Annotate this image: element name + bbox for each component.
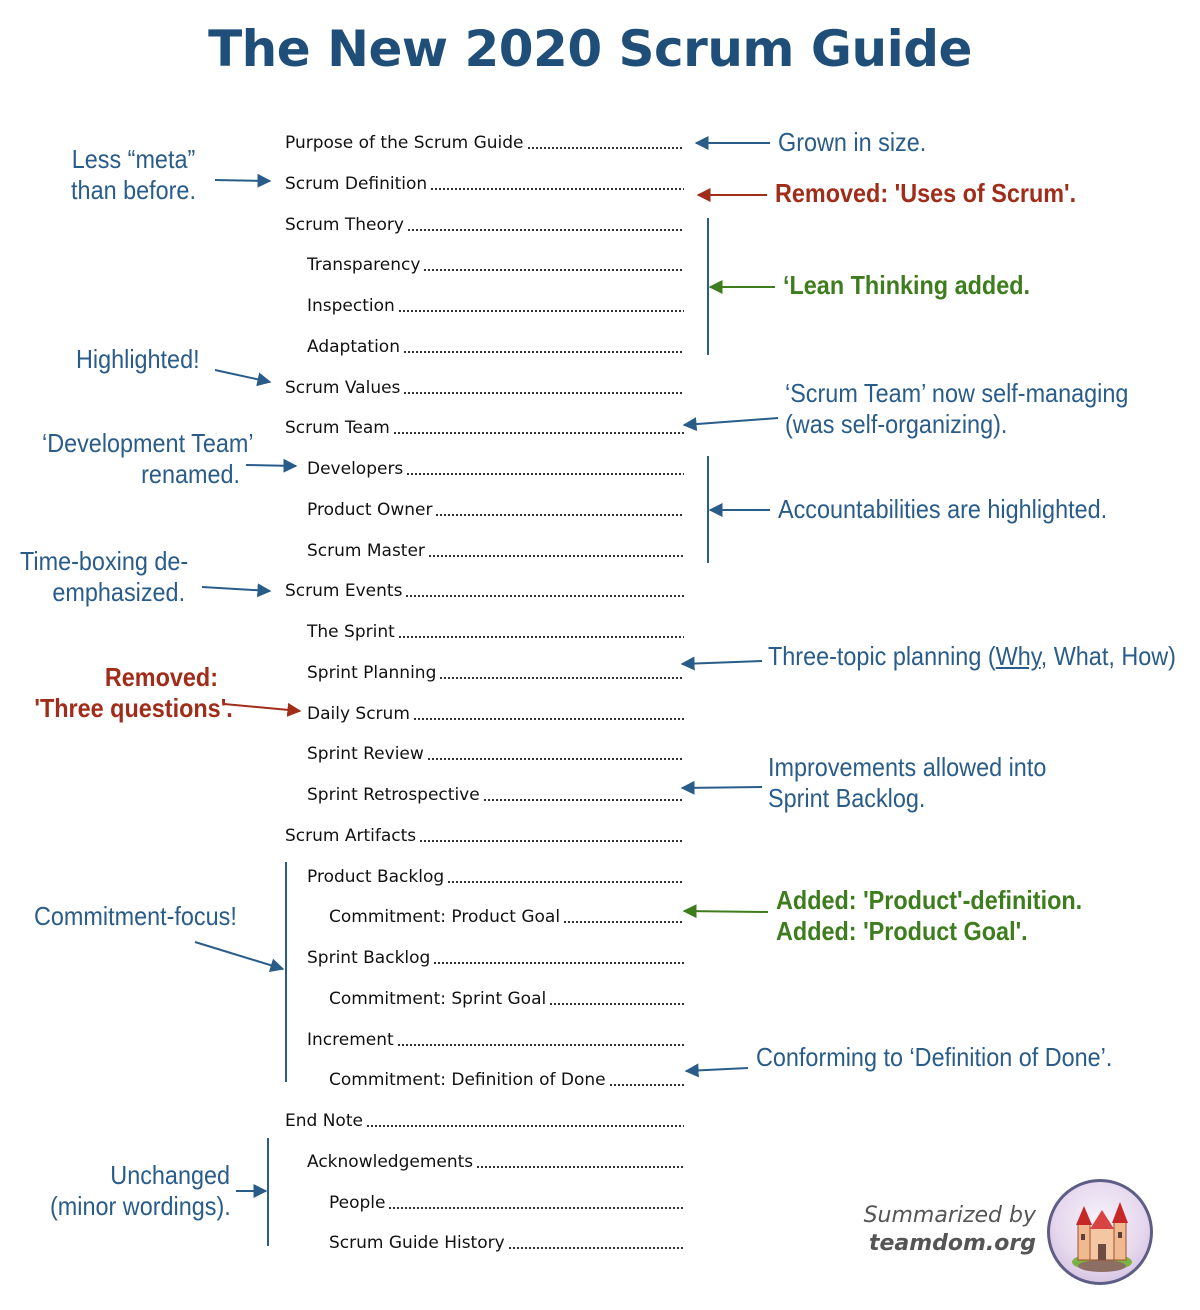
arrow-three-questions <box>224 704 300 711</box>
toc-entry-label: Purpose of the Scrum Guide <box>285 133 524 153</box>
note-development-team-line2: renamed. <box>141 459 240 489</box>
arrow-self-managing <box>684 418 778 425</box>
toc-entry-label: Commitment: Product Goal <box>329 907 561 927</box>
arrow-dev-team <box>246 465 296 466</box>
toc-entry-label: Daily Scrum <box>307 704 410 724</box>
arrow-added-product <box>684 911 768 912</box>
note-improvements-line2: Sprint Backlog. <box>768 783 926 813</box>
note-grown: Grown in size. <box>778 127 927 157</box>
arrow-highlighted <box>215 370 270 382</box>
arrow-improvements <box>682 787 762 788</box>
toc-entry-label: Developers <box>307 459 404 479</box>
toc-entry-label: Sprint Planning <box>307 663 437 683</box>
note-development-team-line1: ‘Development Team’ <box>42 428 254 458</box>
castle-logo <box>1047 1179 1153 1285</box>
castle-icon <box>1050 1182 1150 1282</box>
toc-entry-label: Adaptation <box>307 337 400 357</box>
toc-entry-label: Commitment: Sprint Goal <box>329 989 547 1009</box>
note-timeboxing-line2: emphasized. <box>52 577 186 607</box>
note-planning-suffix: , What, How) <box>1040 641 1176 671</box>
toc-entry-label: Scrum Values <box>285 378 401 398</box>
note-accountabilities: Accountabilities are highlighted. <box>778 494 1108 524</box>
note-less-meta-line2: than before. <box>71 175 196 205</box>
toc-entry-label: Commitment: Definition of Done <box>329 1070 606 1090</box>
toc-entry-label: The Sprint <box>307 622 395 642</box>
note-three-questions: 'Three questions'. <box>34 693 233 723</box>
note-unchanged-line2: (minor wordings). <box>50 1191 231 1221</box>
arrow-timeboxing <box>202 587 270 591</box>
toc-entry-label: Scrum Master <box>307 541 425 561</box>
credit <box>860 1202 1036 1258</box>
toc-entry-label: Sprint Retrospective <box>307 785 480 805</box>
arrow-planning <box>682 661 762 664</box>
note-removed-label: Removed: <box>104 662 218 692</box>
toc-entry-label: Sprint Backlog <box>307 948 431 968</box>
arrow-commitment <box>195 942 283 969</box>
toc-entry-label: Acknowledgements <box>307 1152 474 1172</box>
note-lean-thinking: ‘Lean Thinking added. <box>783 270 1031 300</box>
toc-entry-label: People <box>329 1193 386 1213</box>
toc-entry-label: Inspection <box>307 296 395 316</box>
arrow-less-meta <box>215 180 270 181</box>
toc-entry-label: Product Backlog <box>307 867 445 887</box>
credit-line1: Summarized by <box>863 1203 1036 1228</box>
toc-entry-label: Scrum Events <box>285 581 403 601</box>
arrow-conforming <box>686 1068 748 1071</box>
toc-entry-label: Transparency <box>307 255 421 275</box>
note-conforming: Conforming to ‘Definition of Done’. <box>756 1042 1113 1072</box>
note-unchanged-line1: Unchanged <box>110 1160 230 1190</box>
note-self-managing-line1: ‘Scrum Team’ now self-managing <box>785 378 1129 408</box>
note-highlighted: Highlighted! <box>76 344 200 374</box>
toc-entry-label: Scrum Artifacts <box>285 826 417 846</box>
note-self-managing-line2: (was self-organizing). <box>785 409 1008 439</box>
note-planning-prefix: Three-topic planning ( <box>768 641 996 671</box>
toc-entry-label: Product Owner <box>307 500 433 520</box>
note-timeboxing-line1: Time-boxing de- <box>20 546 189 576</box>
note-added-product-line2: Added: 'Product Goal'. <box>776 916 1028 946</box>
note-improvements-line1: Improvements allowed into <box>768 752 1047 782</box>
toc-entry-label: Increment <box>307 1030 394 1050</box>
note-commitment-focus: Commitment-focus! <box>34 901 237 931</box>
toc-entry-label: Scrum Theory <box>285 215 404 235</box>
note-planning-why: Why <box>995 641 1041 671</box>
toc-entry-label: Scrum Definition <box>285 174 428 194</box>
toc-entry-label: Scrum Team <box>285 418 390 438</box>
note-added-product-line1: Added: 'Product'-definition. <box>776 885 1083 915</box>
note-removed-uses: Removed: 'Uses of Scrum'. <box>775 178 1077 208</box>
credit-line2: teamdom.org <box>868 1231 1036 1256</box>
page-title: The New 2020 Scrum Guide <box>208 20 972 78</box>
toc-entry-label: Sprint Review <box>307 744 424 764</box>
toc-entry-label: End Note <box>285 1111 363 1131</box>
note-less-meta-line1: Less “meta” <box>71 144 196 174</box>
toc-entry-label: Scrum Guide History <box>329 1233 505 1253</box>
